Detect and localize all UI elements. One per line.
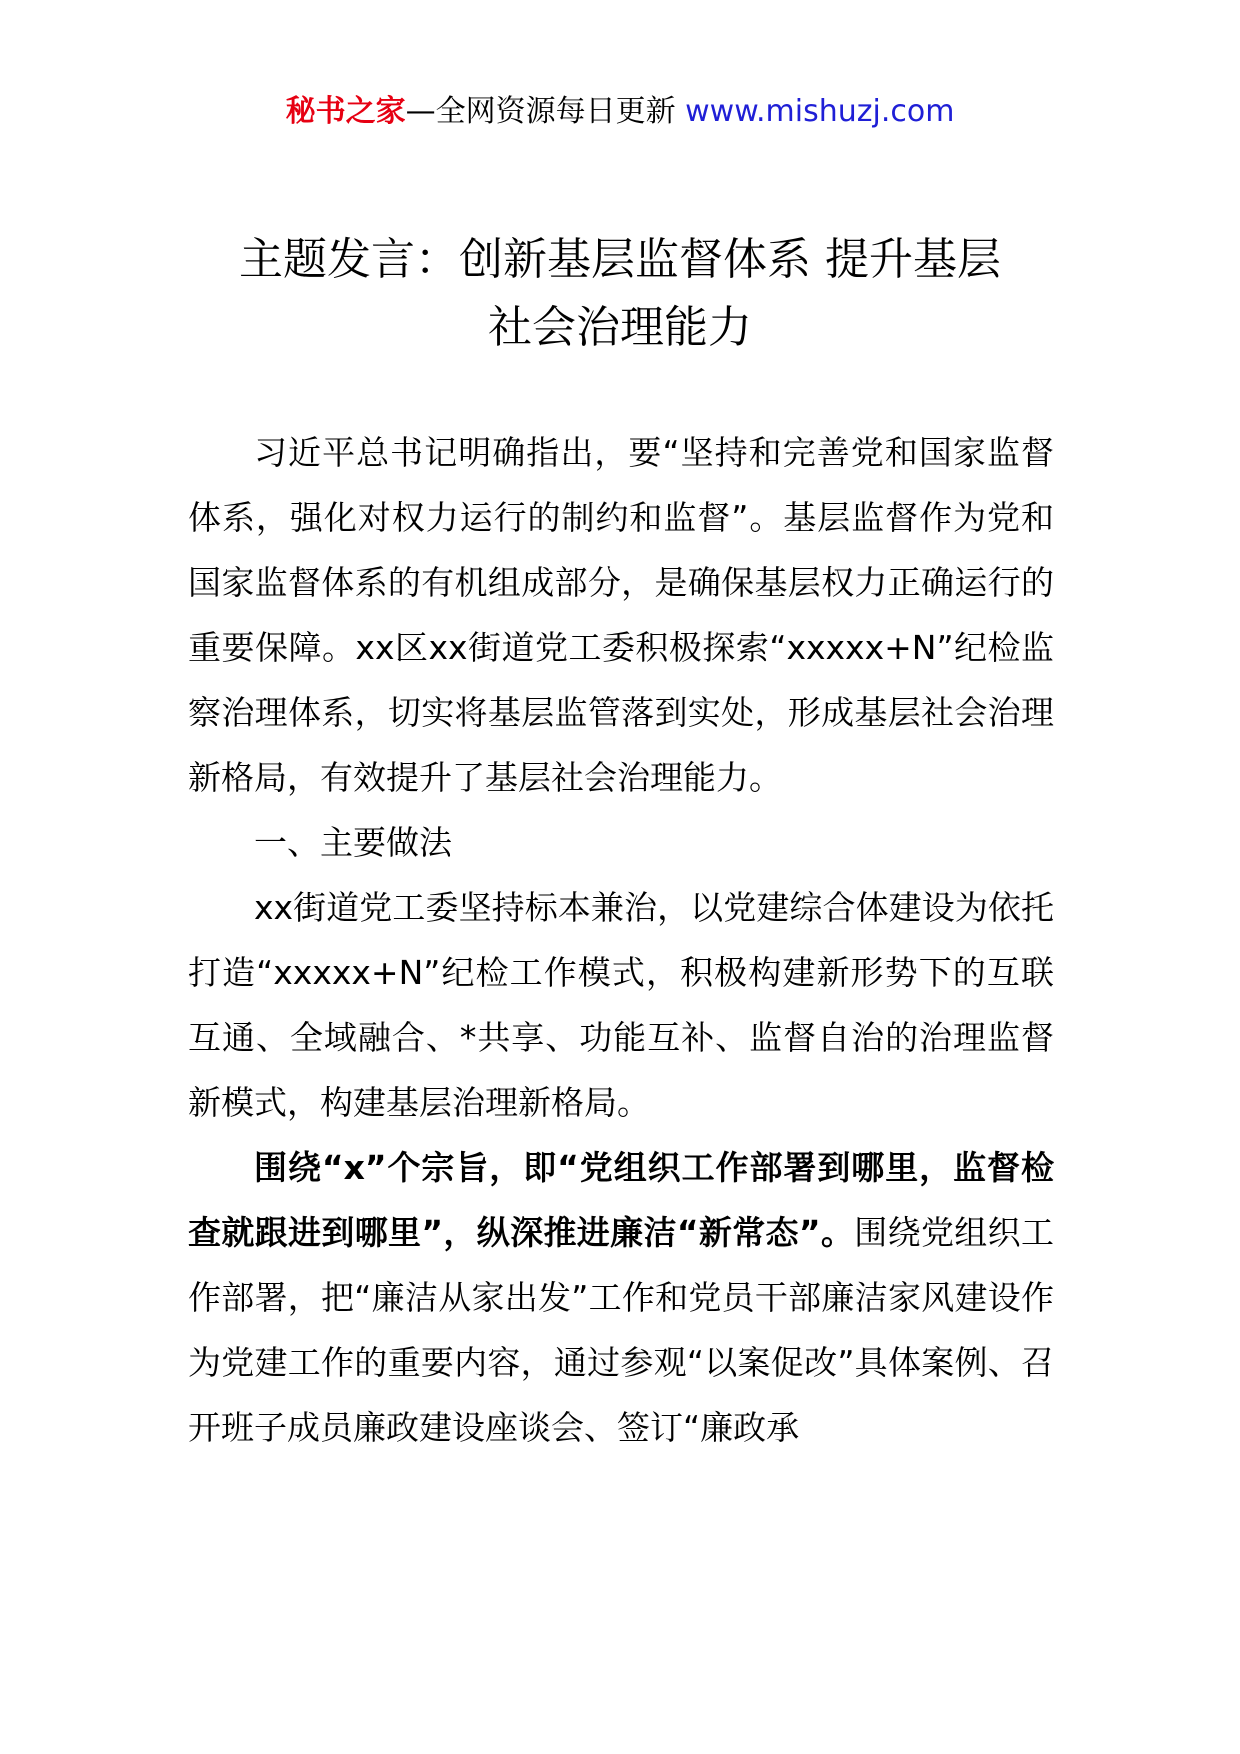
title-line-2: 社会治理能力 bbox=[488, 302, 752, 353]
principle-paragraph bbox=[188, 1135, 1054, 1460]
practice-paragraph: xx街道党工委坚持标本兼治，以党建综合体建设为依托打造“xxxxx+N”纪检工作模式，积极构建新形势下的互联互通、全域融合、*共享、功能互补、监督自治的治理监督新模式，构建基层治理新格局。 bbox=[188, 888, 1054, 1122]
intro-paragraph: 习近平总书记明确指出，要“坚持和完善党和国家监督体系，强化对权力运行的制约和监督”。基层监督作为党和国家监督体系的有机组成部分，是确保基层权力正确运行的重要保障。xx区xx街道党工委积极探索“xxxxx+N”纪检监察治理体系，切实将基层监管落到实处，形成基层社会治理新格局，有效提升了基层社会治理能力。 bbox=[188, 433, 1054, 797]
section-heading-main-practices: 一、主要做法 bbox=[254, 823, 452, 862]
document-body bbox=[188, 420, 1054, 1460]
site-header bbox=[0, 92, 1240, 132]
principle-bold-lead: 围绕“x”个宗旨，即“党组织工作部署到哪里，监督检查就跟进到哪里”，纵深推进廉洁“新常态”。 bbox=[188, 1148, 1054, 1252]
site-url-link[interactable]: www.mishuzj.com bbox=[685, 94, 955, 129]
site-tagline: —全网资源每日更新 bbox=[405, 94, 686, 129]
title-line-1: 主题发言：创新基层监督体系 提升基层 bbox=[239, 234, 1001, 285]
document-title bbox=[150, 226, 1090, 362]
site-brand: 秘书之家 bbox=[285, 94, 406, 129]
principle-body-text: 围绕党组织工作部署，把“廉洁从家出发”工作和党员干部廉洁家风建设作为党建工作的重要内容，通过参观“以案促改”具体案例、召开班子成员廉政建设座谈会、签订“廉政承 bbox=[188, 1213, 1054, 1447]
